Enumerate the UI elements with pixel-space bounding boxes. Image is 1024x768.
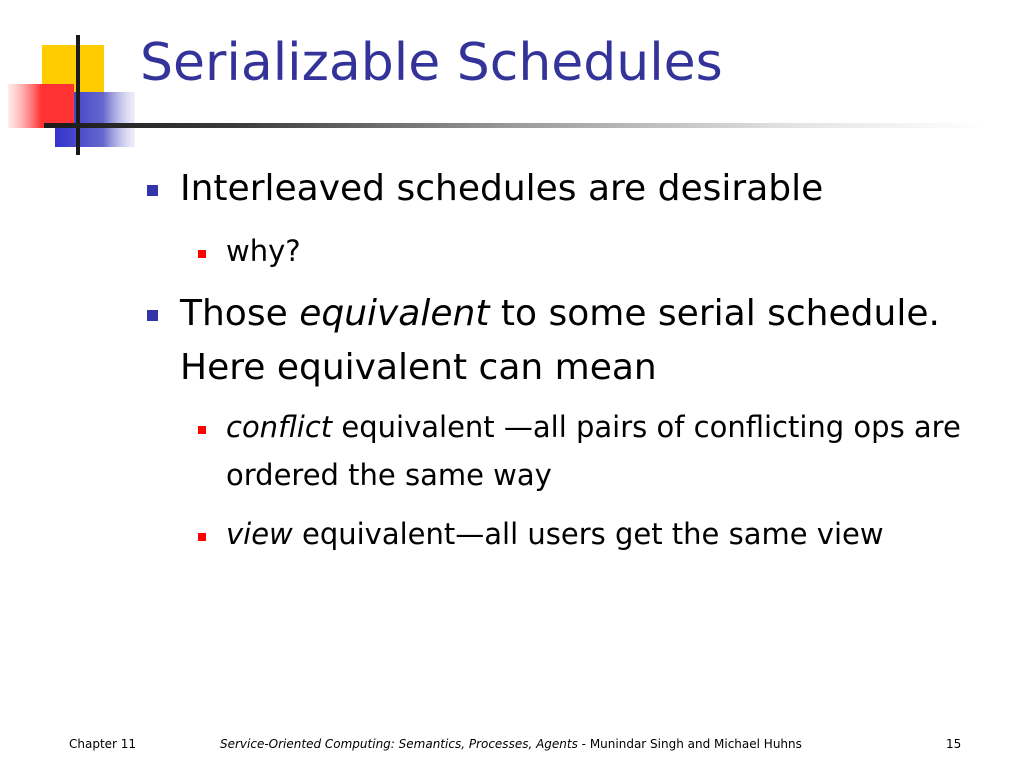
footer-chapter: Chapter 11: [69, 737, 137, 751]
bullet-marker: [147, 185, 158, 196]
footer-authors: - Munindar Singh and Michael Huhns: [577, 737, 802, 751]
sub-bullet-text: equivalent —all pairs of conflicting ops are ordered the same way: [226, 410, 961, 492]
sub-bullet-emphasis: conflict: [226, 410, 333, 444]
sub-bullet-emphasis: view: [226, 517, 293, 551]
bullet-item: [180, 287, 980, 395]
sub-bullet-marker: [198, 533, 206, 541]
footer-page-number: 15: [946, 737, 962, 751]
sub-bullet-marker: [198, 250, 206, 258]
bullet-emphasis: equivalent: [299, 293, 490, 334]
footer-book-title: Service-Oriented Computing: Semantics, Processes, Agents: [220, 737, 578, 751]
sub-bullet-text: why?: [226, 234, 301, 268]
slide-title: Serializable Schedules: [140, 33, 723, 93]
sub-bullet-text: equivalent—all users get the same view: [292, 517, 884, 551]
bullet-item: [180, 162, 980, 216]
sub-bullet-marker: [198, 426, 206, 434]
sub-bullet-item: [226, 403, 986, 499]
bullet-text-rest: to some serial schedule. Here equivalent can mean: [180, 293, 940, 388]
bullet-text-lead: Those: [180, 293, 300, 334]
footer-source: [220, 737, 802, 751]
bullet-text: Interleaved schedules are desirable: [180, 168, 824, 209]
bullet-marker: [147, 310, 158, 321]
sub-bullet-item: [226, 227, 986, 275]
sub-bullet-item: [226, 510, 986, 558]
